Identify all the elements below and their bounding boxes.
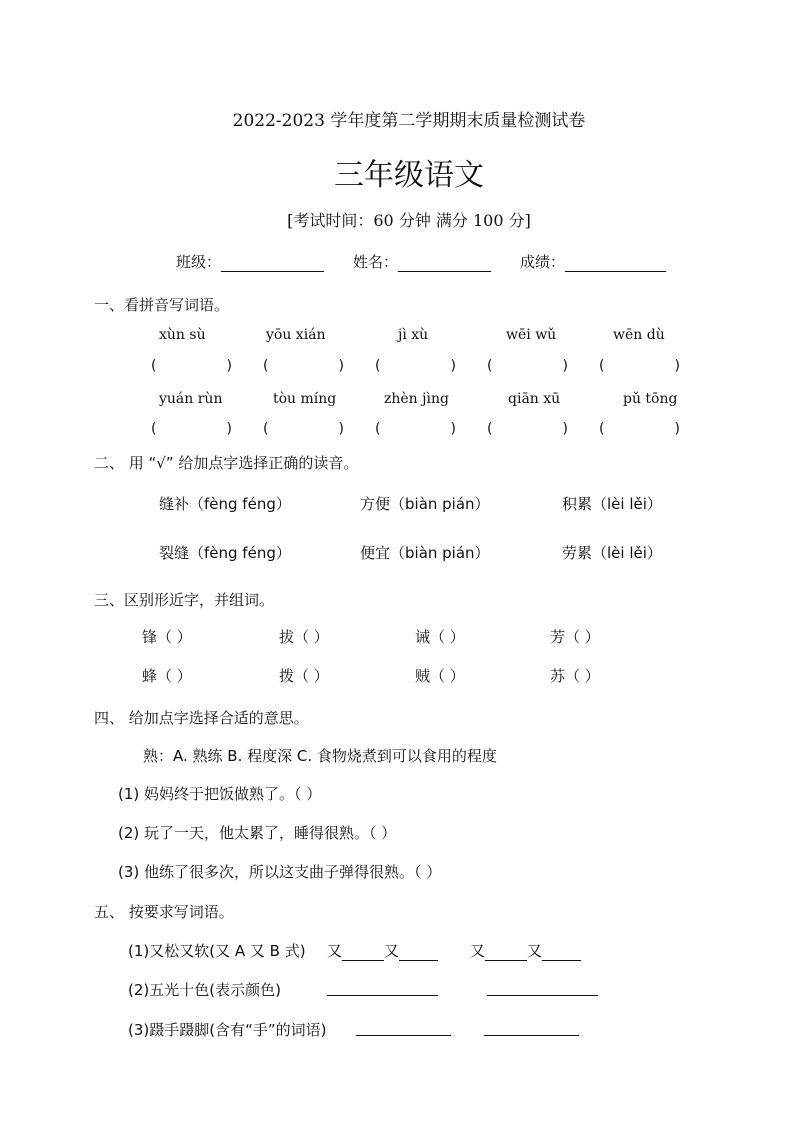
pinyin-2: yōu xián [266, 327, 326, 343]
score-blank[interactable] [565, 255, 666, 272]
q3-label: (3)蹑手蹑脚(含有“手”的词语) [128, 1021, 327, 1039]
answer-box[interactable]: ( ) [599, 358, 680, 374]
char-word-item[interactable]: 蜂（ ） [142, 667, 192, 685]
reading-choice[interactable]: 缝补（fèng féng） [159, 495, 291, 513]
char-word-item[interactable]: 拨（ ） [279, 667, 329, 685]
answer-box[interactable]: ( ) [487, 421, 568, 437]
answer-box[interactable]: ( ) [263, 421, 344, 437]
question-2[interactable]: (2) 玩了一天，他太累了，睡得很熟。（ ） [118, 824, 397, 842]
blank[interactable] [485, 944, 527, 961]
char-word-item[interactable]: 锋（ ） [142, 628, 192, 646]
char-word-item[interactable]: 拔（ ） [279, 628, 329, 646]
answer-box[interactable]: ( ) [263, 358, 344, 374]
answer-box[interactable]: ( ) [487, 358, 568, 374]
reading-choice[interactable]: 劳累（lèi lěi） [562, 544, 662, 562]
question-1[interactable]: (1) 妈妈终于把饭做熟了。（ ） [118, 785, 322, 803]
blank[interactable] [399, 944, 438, 961]
answer-box[interactable]: ( ) [599, 421, 680, 437]
score-label: 成绩： [520, 253, 566, 271]
q2-blank-a[interactable] [327, 979, 438, 996]
char-word-item[interactable]: 苏（ ） [550, 667, 600, 685]
name-field[interactable] [353, 251, 491, 272]
name-blank[interactable] [398, 255, 491, 272]
name-label: 姓名： [353, 253, 399, 271]
pinyin-7: tòu míng [273, 391, 337, 407]
q1-label: (1)又松又软(又 A 又 B 式) [128, 942, 306, 960]
section5-title: 五、 按要求写词语。 [94, 903, 234, 921]
q2-label: (2)五光十色(表示颜色) [128, 981, 281, 999]
pinyin-9: qiān xū [508, 391, 561, 407]
answer-box[interactable]: ( ) [151, 421, 232, 437]
char-word-item[interactable]: 贼（ ） [415, 667, 465, 685]
q1-answer-b[interactable]: 又 又 [470, 940, 581, 961]
q3-blank-b[interactable] [484, 1019, 579, 1036]
reading-choice[interactable]: 裂缝（fèng féng） [159, 544, 291, 562]
char-word-item[interactable]: 芳（ ） [550, 628, 600, 646]
score-field[interactable] [520, 251, 666, 272]
pinyin-5: wēn dù [613, 327, 665, 343]
subject-title: 三年级语文 [334, 158, 484, 193]
q3-blank-a[interactable] [356, 1019, 451, 1036]
pinyin-3: jì xù [398, 327, 429, 343]
section3-title: 三、区别形近字，并组词。 [94, 591, 275, 609]
section2-title: 二、 用 “√” 给加点字选择正确的读音。 [94, 454, 359, 472]
class-field[interactable] [176, 251, 324, 272]
pinyin-10: pǔ tōng [623, 391, 678, 407]
section1-title: 一、看拼音写词语。 [94, 296, 230, 314]
section4-title: 四、 给加点字选择合适的意思。 [94, 709, 309, 727]
blank[interactable] [542, 944, 581, 961]
pinyin-6: yuán rùn [159, 391, 223, 407]
pinyin-4: wēi wǔ [506, 327, 557, 343]
class-label: 班级： [176, 253, 222, 271]
q2-blank-b[interactable] [487, 979, 598, 996]
reading-choice[interactable]: 方便（biàn pián） [360, 495, 490, 513]
reading-choice[interactable]: 便宜（biàn pián） [360, 544, 490, 562]
char-word-item[interactable]: 诫（ ） [415, 628, 465, 646]
reading-choice[interactable]: 积累（lèi lěi） [562, 495, 662, 513]
question-3[interactable]: (3) 他练了很多次，所以这支曲子弹得很熟。（ ） [118, 863, 442, 881]
q1-answer-a[interactable]: 又 又 [327, 940, 438, 961]
blank[interactable] [342, 944, 384, 961]
exam-title: 2022-2023 学年度第二学期期末质量检测试卷 [232, 111, 586, 131]
pinyin-8: zhèn jìng [384, 391, 449, 407]
answer-box[interactable]: ( ) [151, 358, 232, 374]
pinyin-1: xùn sù [159, 327, 206, 343]
exam-info: [考试时间：60 分钟 满分 100 分] [287, 211, 531, 230]
definition-options: 熟：A. 熟练 B. 程度深 C. 食物烧煮到可以食用的程度 [143, 747, 497, 765]
class-blank[interactable] [221, 255, 324, 272]
answer-box[interactable]: ( ) [375, 421, 456, 437]
answer-box[interactable]: ( ) [375, 358, 456, 374]
